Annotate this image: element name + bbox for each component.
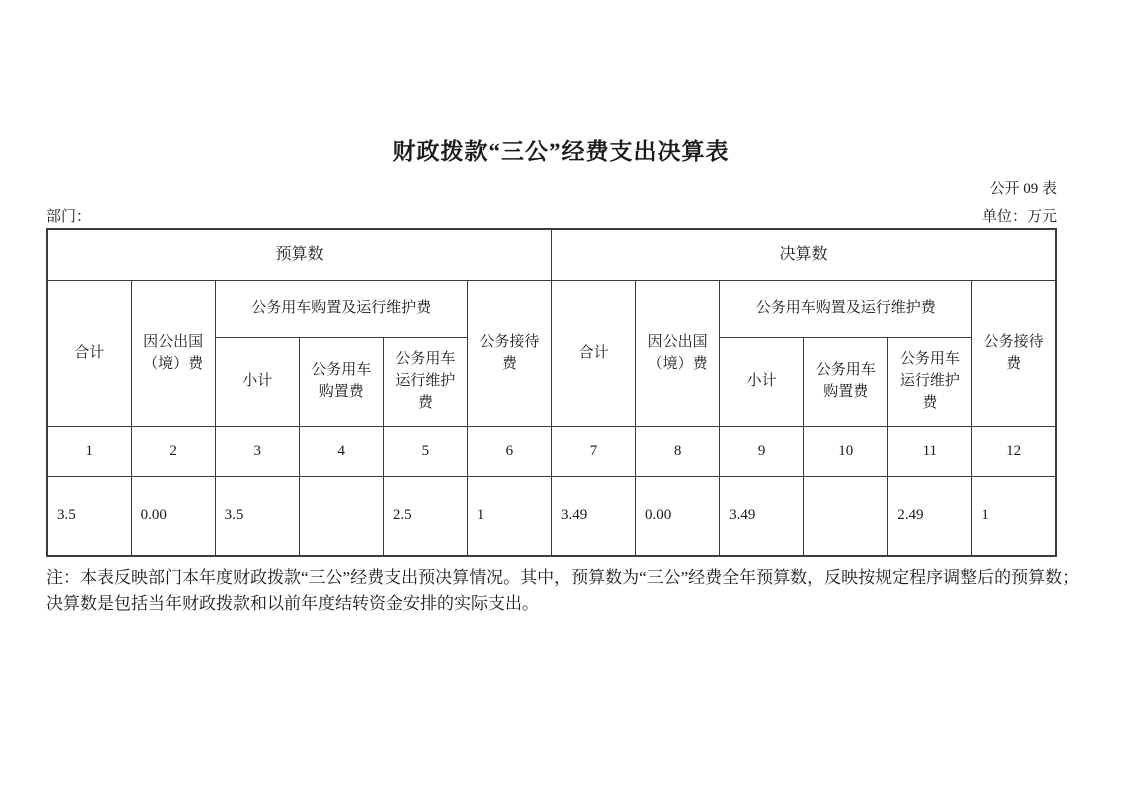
- section-header-row: [47, 229, 1056, 281]
- budget-header-vehicle-purchase: 公务用车购置费: [299, 338, 383, 427]
- budget-header-total: 合计: [47, 281, 131, 427]
- footnote: [46, 565, 1086, 617]
- column-number: 4: [299, 427, 383, 477]
- budget-header-abroad: 因公出国（境）费: [131, 281, 215, 427]
- budget-header-reception: 公务接待费: [467, 281, 551, 427]
- table-code: 公开 09 表: [989, 181, 1057, 197]
- three-public-expense-table: [46, 228, 1057, 557]
- final-header-abroad: 因公出国（境）费: [636, 281, 720, 427]
- column-number: 10: [804, 427, 888, 477]
- column-number-row: [47, 427, 1056, 477]
- column-number: 11: [888, 427, 972, 477]
- value-final-abroad: 0.00: [636, 477, 720, 557]
- unit-label: 单位：万元: [981, 209, 1057, 225]
- section-budget: 预算数: [47, 229, 551, 281]
- value-budget-abroad: 0.00: [131, 477, 215, 557]
- budget-header-vehicle-maintenance: 公务用车运行维护费: [383, 338, 467, 427]
- value-final-total: 3.49: [551, 477, 635, 557]
- column-number: 8: [636, 427, 720, 477]
- column-number: 9: [720, 427, 804, 477]
- column-number: 2: [131, 427, 215, 477]
- data-row: [47, 477, 1056, 557]
- value-budget-vehicle-purchase: [299, 477, 383, 557]
- column-number: 7: [551, 427, 635, 477]
- final-header-reception: 公务接待费: [972, 281, 1056, 427]
- final-header-vehicle-group: 公务用车购置及运行维护费: [720, 281, 972, 338]
- budget-header-vehicle-subtotal: 小计: [215, 338, 299, 427]
- value-final-vehicle-purchase: [804, 477, 888, 557]
- header-row-upper: [47, 281, 1056, 338]
- final-header-vehicle-maintenance: 公务用车运行维护费: [888, 338, 972, 427]
- value-budget-vehicle-subtotal: 3.5: [215, 477, 299, 557]
- value-final-vehicle-maintenance: 2.49: [888, 477, 972, 557]
- column-number: 1: [47, 427, 131, 477]
- column-number: 5: [383, 427, 467, 477]
- value-budget-reception: 1: [467, 477, 551, 557]
- department-label: 部门：: [46, 209, 92, 225]
- footnote-line-1: 注：本表反映部门本年度财政拨款“三公”经费支出预决算情况。其中，预算数为“三公”经费全年预算数，反映按规定程序调整后的预算数；: [46, 568, 1080, 587]
- column-number: 12: [972, 427, 1056, 477]
- column-number: 3: [215, 427, 299, 477]
- value-budget-vehicle-maintenance: 2.5: [383, 477, 467, 557]
- value-budget-total: 3.5: [47, 477, 131, 557]
- final-header-total: 合计: [551, 281, 635, 427]
- section-final: 决算数: [551, 229, 1056, 281]
- final-header-vehicle-purchase: 公务用车购置费: [804, 338, 888, 427]
- budget-header-vehicle-group: 公务用车购置及运行维护费: [215, 281, 467, 338]
- value-final-vehicle-subtotal: 3.49: [720, 477, 804, 557]
- meta-row: [46, 205, 1057, 226]
- value-final-reception: 1: [972, 477, 1056, 557]
- final-header-vehicle-subtotal: 小计: [720, 338, 804, 427]
- footnote-line-2: 决算数是包括当年财政拨款和以前年度结转资金安排的实际支出。: [46, 594, 539, 613]
- column-number: 6: [467, 427, 551, 477]
- page-title: 财政拨款“三公”经费支出决算表: [392, 139, 730, 164]
